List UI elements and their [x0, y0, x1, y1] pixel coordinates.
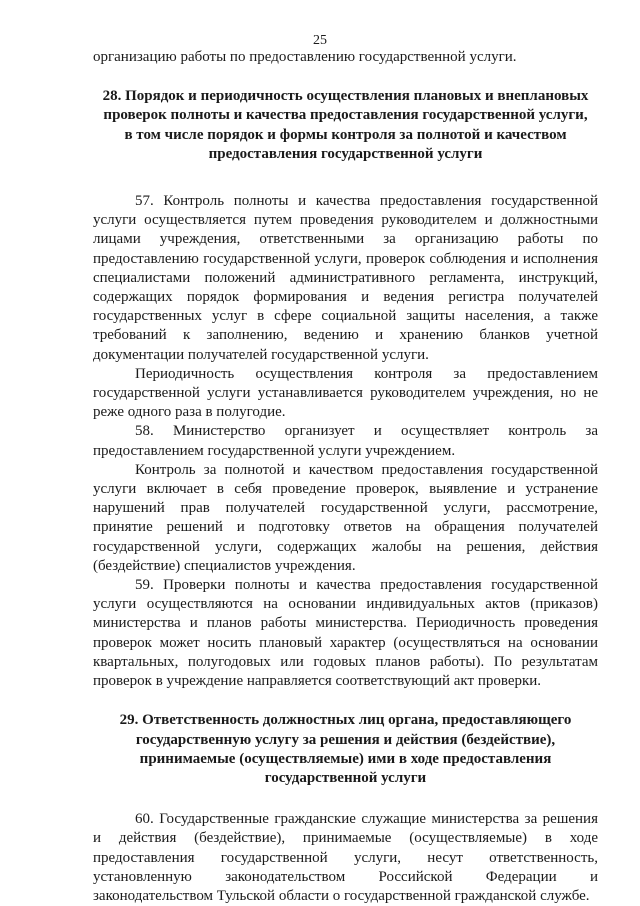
paragraph-57: 57. Контроль полноты и качества предоставления государственной услуги осуществляется путем проведения руководителем и должностными лицами учреждения, ответственными за организацию работы по предоставлению государственной услуги, проверок соблюдения и исполнения специалистами положений административного регламента, инструкций, содержащих порядок формирования и ведения регистра получателей государственных услуг в сфере социальной защиты населения, а также требований к заполнению, ведению и хранению бланков учетной документации получателей государственной услуги.	[93, 193, 598, 363]
section-29-heading: 29. Ответственность должностных лиц органа, предоставляющего государственную услугу за решения и действия (бездействие), принимаемые (осуществляемые) ими в ходе предоставления государственной услуги	[119, 712, 572, 786]
page-content	[93, 48, 598, 906]
page-number: 25	[313, 33, 327, 48]
paragraph-59: 59. Проверки полноты и качества предоставления государственной услуги осуществляются на основании индивидуальных актов (приказов) министерства и планов работы министерства. Периодичность проведения проверок может носить плановый характер (осуществляться на основании квартальных, полугодовых или годовых планов работы). По результатам проверок в учреждение направляется соответствующий акт проверки.	[93, 577, 598, 690]
paragraph-60: 60. Государственные гражданские служащие министерства за решения и действия (бездействие), принимаемые (осуществляемые) в ходе предоставления государственной услуги, несут ответственность, установленную законодательством Российской Федерации и законодательством Тульской области о государственной гражданской службе.	[93, 811, 598, 904]
section-28-heading: 28. Порядок и периодичность осуществления плановых и внеплановых проверок полноты и качества предоставления государственной услуги, в том числе порядок и формы контроля за полнотой и качеством предоставления государственной услуги	[102, 88, 589, 162]
continuation-line: организацию работы по предоставлению государственной услуги.	[93, 49, 517, 65]
paragraph-control-scope: Контроль за полнотой и качеством предоставления государственной услуги включает в себя проведение проверок, выявление и устранение нарушений прав получателей государственной услуги, рассмотрение, принятие решений и подготовку ответов на обращения получателей государственной услуги, содержащих жалобы на решения, действия (бездействие) специалистов учреждения.	[93, 461, 598, 574]
paragraph-periodicity: Периодичность осуществления контроля за предоставлением государственной услуги устанавливается руководителем учреждения, но не реже одного раза в полугодие.	[93, 365, 598, 421]
paragraph-58: 58. Министерство организует и осуществляет контроль за предоставлением государственной услуги учреждением.	[93, 423, 598, 459]
